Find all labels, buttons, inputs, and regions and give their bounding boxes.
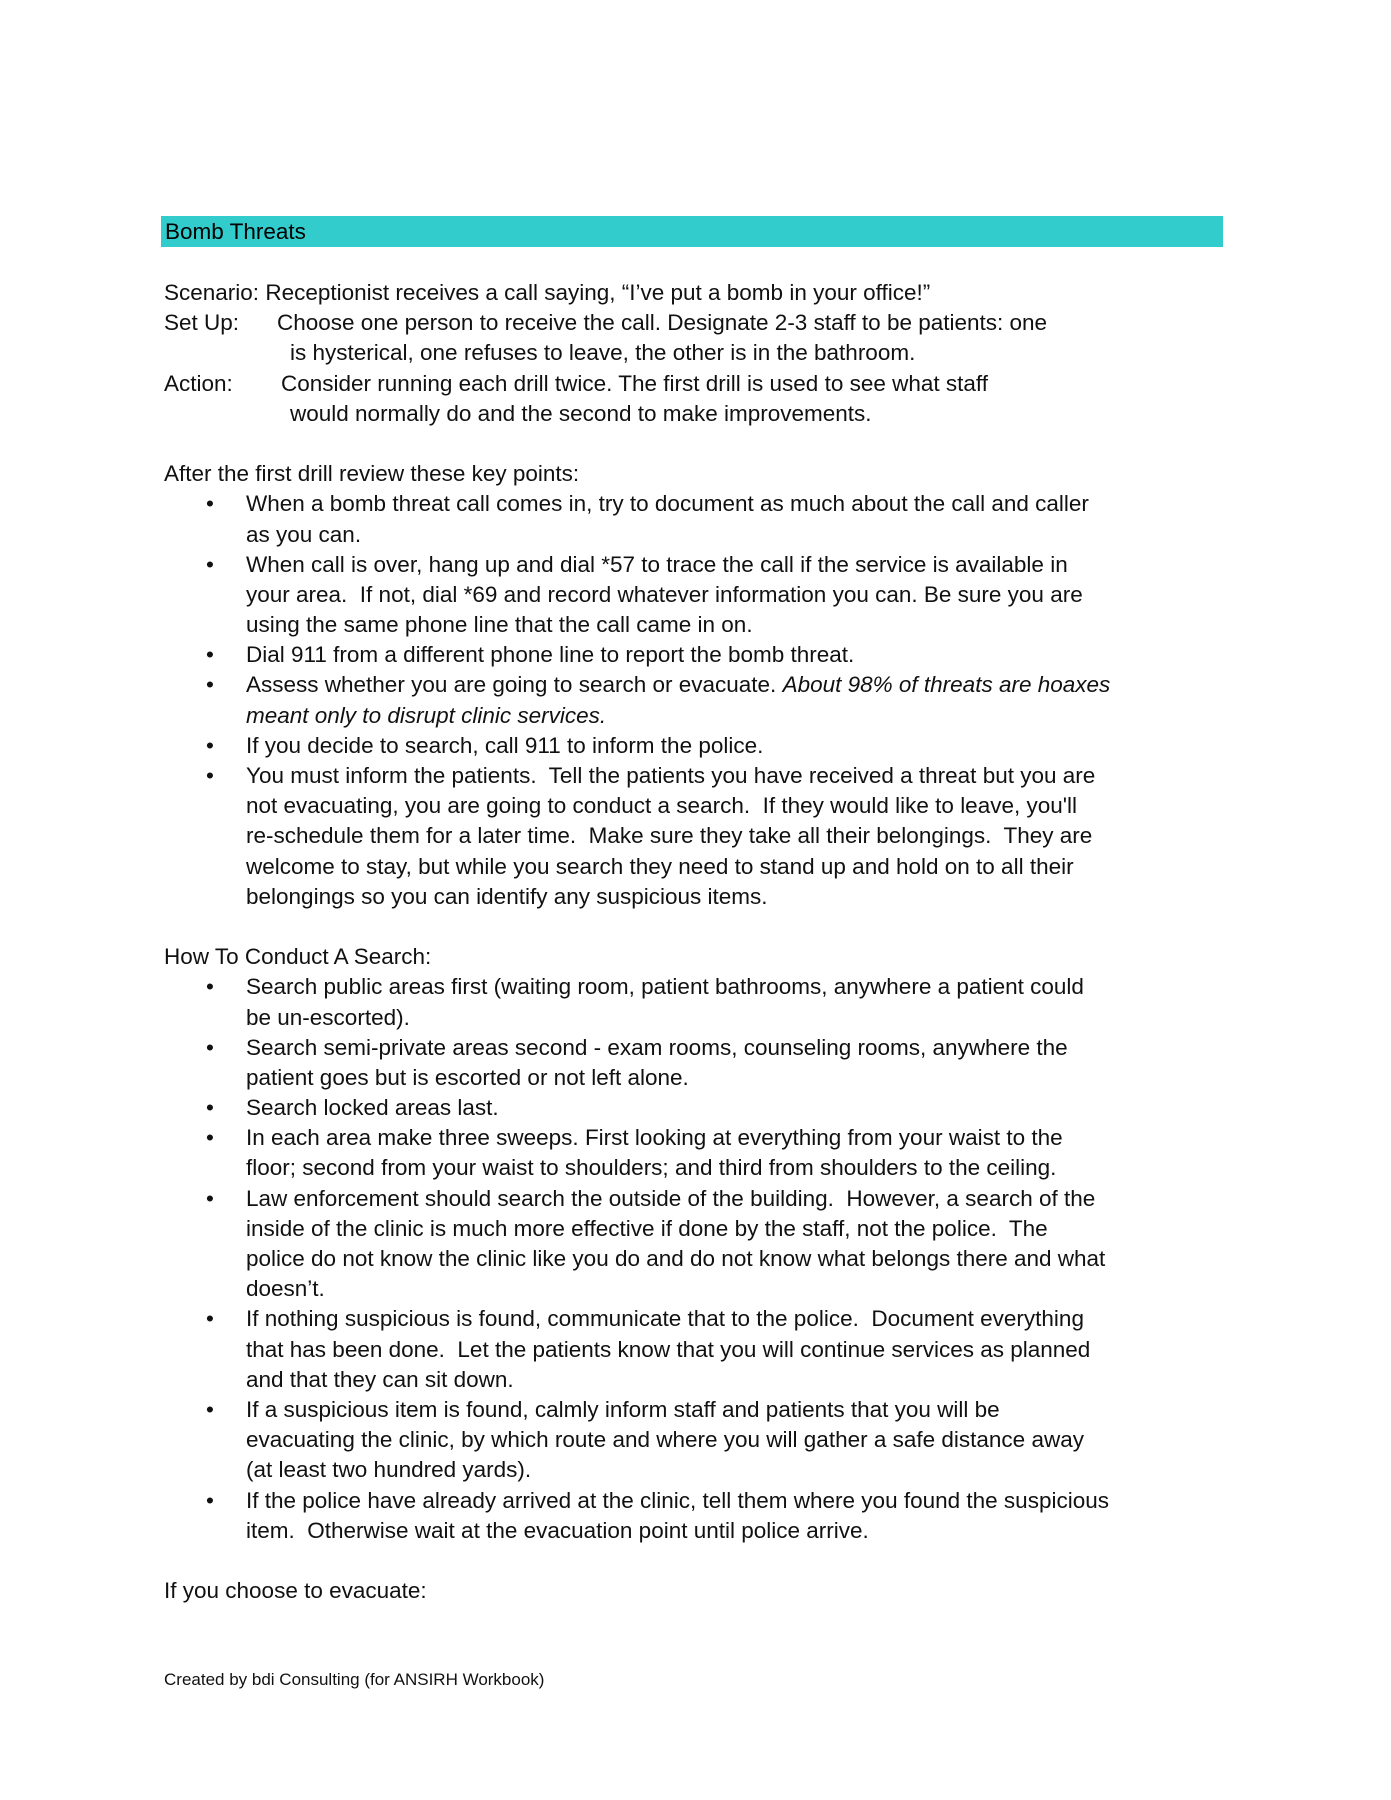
bullet-text: When call is over, hang up and dial *57 to trace the call if the service is available in — [246, 551, 1068, 577]
setup-text: is hysterical, one refuses to leave, the other is in the bathroom. — [290, 340, 916, 366]
bullet-icon: • — [206, 642, 214, 668]
bullet-text: Dial 911 from a different phone line to report the bomb threat. — [246, 642, 855, 668]
bullet-text: If a suspicious item is found, calmly inform staff and patients that you will be — [246, 1396, 1000, 1422]
bullet-text: Law enforcement should search the outside of the building. However, a search of the — [246, 1185, 1096, 1211]
scenario-label: Scenario: — [164, 280, 260, 305]
action-text: Consider running each drill twice. The first drill is used to see what staff — [281, 370, 989, 396]
bullet-line — [164, 791, 1234, 821]
bullet-line — [164, 550, 1234, 580]
bullet-icon: • — [206, 1125, 214, 1151]
bullet-line — [164, 1153, 1234, 1183]
bullet-line — [164, 1274, 1234, 1304]
bullet-line — [164, 852, 1234, 882]
bullet-line — [164, 882, 1234, 912]
bullet-text: patient goes but is escorted or not left alone. — [246, 1064, 689, 1090]
scenario-text: Receptionist receives a call saying, “I’ve put a bomb in your office!” — [259, 280, 931, 305]
bullet-icon: • — [206, 1095, 214, 1121]
bullet-icon: • — [206, 551, 214, 577]
bullet-text: re-schedule them for a later time. Make sure they take all their belongings. They are — [246, 823, 1093, 849]
bullet-text: If the police have already arrived at the clinic, tell them where you found the suspicious — [246, 1487, 1109, 1513]
action-line — [164, 399, 1234, 429]
bullet-text: as you can. — [246, 521, 362, 547]
bullet-icon: • — [206, 1306, 214, 1332]
bullet-icon: • — [206, 491, 214, 517]
bullet-text: floor; second from your waist to shoulders; and third from shoulders to the ceiling. — [246, 1155, 1057, 1181]
setup-line — [164, 338, 1234, 368]
section-title: Bomb Threats — [165, 219, 306, 244]
section-heading: After the first drill review these key points: — [164, 461, 580, 487]
bullet-line — [164, 1003, 1234, 1033]
bullet-text: your area. If not, dial *69 and record whatever information you can. Be sure you are — [246, 581, 1083, 607]
bullet-line — [164, 1516, 1234, 1546]
bullet-line — [164, 1093, 1234, 1123]
bullet-text: evacuating the clinic, by which route and where you will gather a safe distance away — [246, 1427, 1084, 1453]
italic-text: About 98% of threats are hoaxes — [782, 672, 1111, 698]
bullet-line — [164, 1365, 1234, 1395]
document-body — [164, 278, 1234, 1606]
footer-credit: Created by bdi Consulting (for ANSIRH Workbook) — [164, 1670, 545, 1689]
bullet-line — [164, 1063, 1234, 1093]
blank-line — [164, 429, 1234, 459]
bullet-line — [164, 610, 1234, 640]
bullet-text: If you decide to search, call 911 to inform the police. — [246, 732, 764, 758]
bullet-text: You must inform the patients. Tell the patients you have received a threat but you are — [246, 763, 1096, 788]
bullet-line — [164, 821, 1234, 851]
bullet-text: doesn’t. — [246, 1276, 325, 1302]
bullet-text: Search public areas first (waiting room, patient bathrooms, anywhere a patient could — [246, 974, 1084, 1000]
blank-line — [164, 1546, 1234, 1576]
action-line — [164, 369, 1234, 399]
bullet-line — [164, 972, 1234, 1002]
bullet-line — [164, 640, 1234, 670]
bullet-text: belongings so you can identify any suspicious items. — [246, 883, 768, 909]
setup-line — [164, 308, 1234, 338]
bullet-text: and that they can sit down. — [246, 1366, 514, 1392]
bullet-line — [164, 731, 1234, 761]
bullet-text: welcome to stay, but while you search they need to stand up and hold on to all their — [246, 853, 1074, 879]
bullet-line — [164, 761, 1234, 791]
action-label: Action: — [164, 370, 233, 396]
sections — [164, 429, 1234, 1606]
bullet-icon: • — [206, 1034, 214, 1060]
bullet-text: item. Otherwise wait at the evacuation point until police arrive. — [246, 1517, 869, 1543]
scenario-line — [164, 278, 1234, 308]
section-heading: How To Conduct A Search: — [164, 944, 432, 970]
bullet-line — [164, 1184, 1234, 1214]
bullet-line — [164, 580, 1234, 610]
bullet-text: Search semi-private areas second - exam rooms, counseling rooms, anywhere the — [246, 1034, 1068, 1060]
bullet-text: inside of the clinic is much more effective if done by the staff, not the police. The — [246, 1215, 1048, 1241]
bullet-text: If nothing suspicious is found, communicate that to the police. Document everything — [246, 1306, 1084, 1332]
bullet-line — [164, 1395, 1234, 1425]
bullet-line — [164, 1455, 1234, 1485]
setup-label: Set Up: — [164, 310, 240, 336]
bullet-text: not evacuating, you are going to conduct a search. If they would like to leave, you'll — [246, 793, 1078, 819]
bullet-line — [164, 1425, 1234, 1455]
bullet-text: When a bomb threat call comes in, try to document as much about the call and caller — [246, 491, 1089, 517]
bullet-text: (at least two hundred yards). — [246, 1457, 532, 1483]
bullet-icon: • — [206, 1396, 214, 1422]
bullet-text: using the same phone line that the call came in on. — [246, 612, 753, 638]
bullet-line — [164, 1486, 1234, 1516]
bullet-line — [164, 1244, 1234, 1274]
bullet-line — [164, 1123, 1234, 1153]
italic-text: meant only to disrupt clinic services. — [246, 702, 607, 728]
bullet-line — [164, 701, 1234, 731]
bullet-icon: • — [206, 974, 214, 1000]
bullet-text: that has been done. Let the patients know that you will continue services as planned — [246, 1336, 1091, 1362]
bullet-line — [164, 520, 1234, 550]
section-header-bar — [161, 216, 1223, 247]
bullet-line — [164, 1304, 1234, 1334]
bullet-icon: • — [206, 1185, 214, 1211]
blank-line — [164, 912, 1234, 942]
bullet-line — [164, 489, 1234, 519]
bullet-icon: • — [206, 672, 214, 698]
bullet-line — [164, 1033, 1234, 1063]
section-heading: If you choose to evacuate: — [164, 1578, 427, 1604]
bullet-line — [164, 670, 1234, 700]
bullet-icon: • — [206, 763, 214, 788]
bullet-text: Search locked areas last. — [246, 1095, 499, 1121]
bullet-line — [164, 1214, 1234, 1244]
action-text: would normally do and the second to make improvements. — [290, 400, 872, 426]
bullet-icon: • — [206, 732, 214, 758]
bullet-text: In each area make three sweeps. First looking at everything from your waist to the — [246, 1125, 1063, 1151]
bullet-icon: • — [206, 1487, 214, 1513]
setup-text: Choose one person to receive the call. Designate 2-3 staff to be patients: one — [277, 310, 1048, 336]
bullet-text: be un-escorted). — [246, 1004, 410, 1030]
bullet-line — [164, 1335, 1234, 1365]
bullet-text: police do not know the clinic like you do and do not know what belongs there and what — [246, 1246, 1106, 1271]
bullet-text: Assess whether you are going to search or evacuate. — [246, 672, 783, 698]
